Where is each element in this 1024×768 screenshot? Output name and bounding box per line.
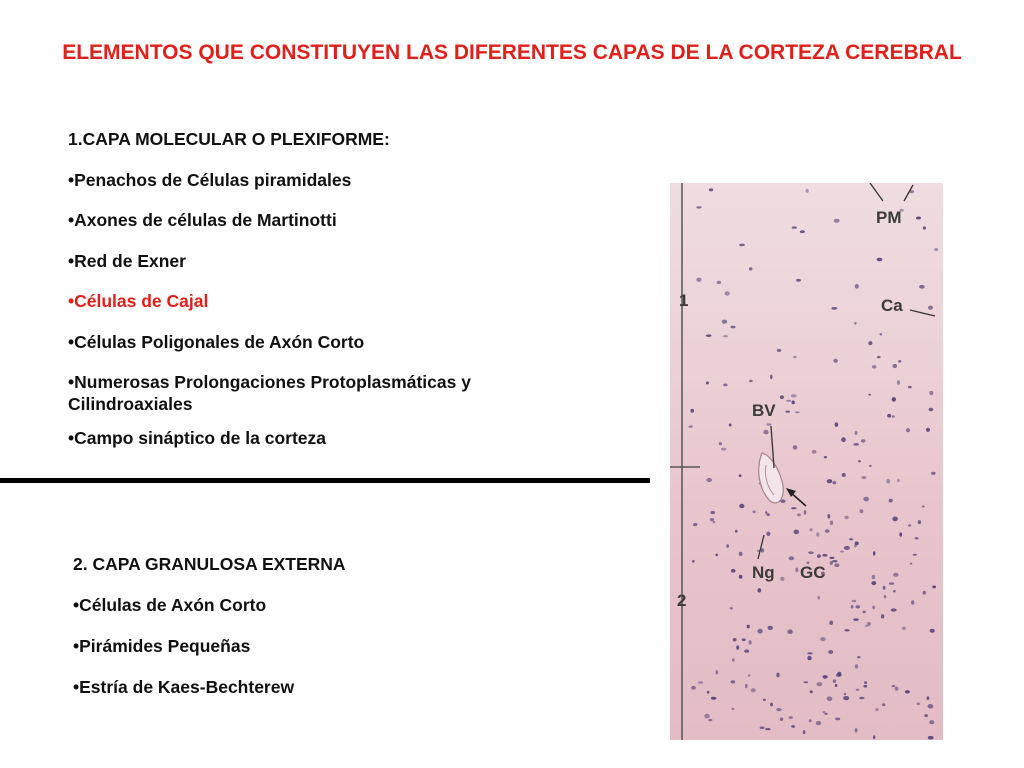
cell-nucleus [883, 586, 886, 590]
cell-nucleus [863, 497, 869, 502]
section-heading: 1.CAPA MOLECULAR O PLEXIFORME: [68, 129, 390, 149]
cell-nucleus [928, 306, 933, 310]
list-item: •Células Poligonales de Axón Corto [68, 331, 365, 352]
cell-nucleus [924, 714, 928, 717]
section-heading: 2. CAPA GRANULOSA EXTERNA [73, 554, 346, 574]
cell-nucleus [823, 711, 826, 713]
cell-nucleus [729, 424, 732, 427]
cell-nucleus [893, 590, 896, 592]
cell-nucleus [763, 699, 766, 701]
cell-nucleus [831, 307, 837, 310]
cortex-micrograph [670, 183, 943, 740]
label-layer-1: 1 [679, 291, 689, 310]
cell-nucleus [739, 575, 743, 579]
cell-nucleus [872, 365, 877, 368]
cell-nucleus [872, 575, 876, 579]
cell-nucleus [723, 335, 728, 337]
cell-nucleus [843, 696, 849, 700]
cell-nucleus [722, 320, 727, 324]
cell-nucleus [800, 230, 805, 233]
cell-nucleus [766, 532, 770, 536]
cell-nucleus [853, 443, 859, 446]
cell-nucleus [765, 511, 767, 514]
cell-nucleus [761, 548, 764, 552]
cell-nucleus [918, 520, 921, 524]
cell-nucleus [786, 400, 791, 402]
list-item: •Células de Axón Corto [73, 595, 267, 615]
cell-nucleus [929, 720, 934, 724]
cell-nucleus [713, 521, 716, 523]
cell-nucleus [837, 672, 841, 676]
cell-nucleus [749, 640, 752, 645]
cell-nucleus [767, 513, 770, 516]
cell-nucleus [851, 605, 854, 609]
cell-nucleus [691, 686, 696, 690]
cell-nucleus [709, 188, 713, 191]
cell-nucleus [859, 697, 864, 699]
cell-nucleus [840, 551, 844, 553]
cell-nucleus [862, 611, 866, 614]
cell-nucleus [816, 721, 821, 725]
cell-nucleus [730, 607, 733, 610]
cell-nucleus [871, 581, 876, 585]
list-item-highlighted: •Células de Cajal [68, 291, 209, 311]
cell-nucleus [710, 518, 714, 521]
cell-nucleus [808, 551, 814, 554]
list-item: •Pirámides Pequeñas [73, 636, 251, 656]
cell-nucleus [854, 322, 856, 325]
cell-nucleus [861, 476, 866, 479]
cell-nucleus [785, 411, 790, 413]
cell-nucleus [877, 258, 883, 262]
cell-nucleus [845, 516, 849, 520]
cell-nucleus [747, 625, 750, 629]
label-ng: Ng [752, 563, 775, 582]
cell-nucleus [855, 728, 858, 732]
cell-nucleus [725, 291, 730, 295]
label-bv: BV [752, 401, 776, 420]
cell-nucleus [736, 645, 739, 650]
cell-nucleus [693, 523, 697, 526]
cell-nucleus [856, 689, 860, 691]
cell-nucleus [892, 397, 896, 402]
cell-nucleus [708, 719, 712, 721]
cell-nucleus [852, 600, 857, 603]
cell-nucleus [770, 375, 772, 380]
cell-nucleus [886, 479, 890, 484]
cell-nucleus [696, 278, 701, 282]
cell-nucleus [833, 679, 836, 683]
cell-nucleus [721, 448, 727, 451]
cell-nucleus [855, 664, 858, 668]
cell-nucleus [895, 687, 899, 691]
cell-nucleus [828, 650, 833, 654]
cell-nucleus [834, 563, 839, 567]
cell-nucleus [915, 537, 919, 539]
cell-nucleus [707, 691, 709, 694]
cell-nucleus [817, 554, 821, 558]
cell-nucleus [849, 538, 853, 540]
cell-nucleus [865, 625, 869, 627]
cell-nucleus [884, 595, 887, 598]
cell-nucleus [823, 675, 828, 679]
cell-nucleus [892, 415, 895, 417]
section-capa-granulosa [73, 553, 573, 717]
cell-nucleus [780, 577, 784, 581]
pointer-line-pm [870, 183, 883, 201]
list-item: •Estría de Kaes-Bechterew [73, 677, 295, 697]
cell-nucleus [897, 479, 899, 483]
cell-nucleus [824, 456, 827, 458]
cell-nucleus [913, 554, 917, 556]
cell-nucleus [928, 704, 934, 709]
cell-nucleus [792, 401, 795, 405]
cell-nucleus [835, 684, 837, 687]
cell-nucleus [791, 394, 797, 397]
cell-nucleus [749, 267, 753, 270]
cell-nucleus [763, 430, 768, 435]
cell-nucleus [765, 728, 770, 730]
slide-title: ELEMENTOS QUE CONSTITUYEN LAS DIFERENTES CAPAS DE LA CORTEZA CEREBRAL [62, 41, 962, 64]
cell-nucleus [732, 658, 735, 661]
cell-nucleus [830, 521, 833, 526]
cell-nucleus [730, 326, 735, 329]
cell-nucleus [844, 629, 849, 631]
cell-nucleus [873, 551, 875, 555]
cell-nucleus [809, 719, 812, 722]
cell-nucleus [824, 713, 827, 715]
cell-nucleus [892, 517, 898, 522]
cell-nucleus [927, 696, 930, 700]
cell-nucleus [863, 685, 867, 688]
cell-nucleus [880, 333, 883, 335]
cell-nucleus [817, 596, 820, 599]
cell-nucleus [716, 670, 718, 675]
cell-nucleus [923, 226, 926, 229]
cell-nucleus [855, 284, 859, 289]
cell-nucleus [868, 394, 871, 396]
cell-nucleus [881, 614, 884, 618]
cell-nucleus [860, 509, 864, 513]
cell-nucleus [902, 627, 906, 630]
cell-nucleus [793, 445, 798, 449]
cell-nucleus [841, 437, 846, 442]
cell-nucleus [908, 386, 912, 388]
label-gc: GC [800, 563, 826, 582]
pointer-line-ng [758, 535, 764, 559]
cell-nucleus [930, 629, 935, 633]
cell-nucleus [742, 638, 746, 641]
cell-nucleus [908, 524, 911, 526]
cell-nucleus [706, 334, 712, 337]
cell-nucleus [857, 656, 860, 658]
label-layer-2: 2 [677, 591, 687, 610]
cell-nucleus [731, 708, 734, 710]
cell-nucleus [929, 408, 934, 411]
cell-nucleus [739, 244, 745, 247]
cell-nucleus [830, 557, 835, 559]
cell-nucleus [893, 573, 898, 577]
cell-nucleus [806, 189, 809, 193]
cell-nucleus [706, 382, 709, 385]
cell-nucleus [803, 730, 806, 734]
cell-nucleus [804, 510, 807, 515]
cell-nucleus [689, 426, 693, 428]
cell-nucleus [928, 736, 934, 740]
cell-nucleus [833, 359, 837, 363]
cell-nucleus [795, 568, 798, 573]
cell-nucleus [822, 554, 827, 557]
cell-nucleus [911, 600, 914, 605]
cell-nucleus [887, 414, 891, 418]
cell-nucleus [917, 703, 921, 706]
cell-nucleus [817, 682, 823, 686]
section-capa-molecular [68, 128, 588, 468]
cell-nucleus [711, 697, 717, 700]
cell-nucleus [780, 395, 784, 399]
cell-nucleus [835, 718, 840, 721]
cell-nucleus [897, 380, 900, 385]
cell-nuclei [689, 188, 939, 739]
list-item: •Penachos de Células piramidales [68, 169, 352, 190]
cell-nucleus [692, 560, 695, 563]
cell-nucleus [899, 532, 902, 536]
cell-nucleus [739, 552, 743, 556]
cell-nucleus [760, 727, 765, 730]
cell-nucleus [844, 546, 850, 550]
cell-nucleus [869, 465, 872, 467]
cell-nucleus [923, 591, 926, 595]
cell-nucleus [797, 514, 801, 517]
cell-nucleus [934, 248, 938, 251]
cell-nucleus [767, 423, 772, 425]
cell-nucleus [698, 681, 703, 683]
cell-nucleus [919, 285, 925, 289]
cell-nucleus [744, 650, 749, 653]
cell-nucleus [891, 608, 897, 611]
cell-nucleus [834, 219, 840, 223]
cell-nucleus [731, 680, 736, 683]
cell-nucleus [776, 708, 781, 711]
cell-nucleus [835, 422, 839, 427]
cell-nucleus [757, 588, 761, 593]
cell-nucleus [793, 356, 797, 358]
cell-nucleus [719, 442, 722, 445]
cell-nucleus [807, 652, 813, 654]
cell-nucleus [706, 478, 712, 482]
blood-vessel [759, 453, 784, 503]
cell-nucleus [770, 703, 773, 707]
micrograph-drawing [670, 183, 943, 740]
cell-nucleus [926, 428, 930, 432]
cell-nucleus [796, 279, 801, 282]
cell-nucleus [889, 582, 894, 584]
cell-nucleus [810, 690, 813, 693]
cell-nucleus [789, 556, 795, 560]
cell-nucleus [832, 560, 837, 562]
list-item: •Axones de células de Martinotti [68, 210, 337, 230]
cell-nucleus [853, 618, 859, 621]
cell-nucleus [795, 411, 799, 413]
cell-nucleus [810, 528, 813, 531]
cell-nucleus [892, 685, 896, 687]
cell-nucleus [905, 690, 910, 693]
section-divider [0, 478, 650, 483]
cell-nucleus [715, 554, 718, 557]
cell-nucleus [791, 725, 795, 727]
cell-nucleus [791, 507, 797, 509]
cell-nucleus [825, 529, 830, 533]
cell-nucleus [726, 544, 729, 548]
cell-nucleus [842, 473, 846, 477]
cell-nucleus [868, 341, 872, 345]
cell-nucleus [780, 718, 783, 721]
cell-nucleus [731, 569, 736, 573]
label-pm: PM [876, 208, 902, 227]
cell-nucleus [864, 681, 867, 684]
cell-nucleus [751, 688, 756, 692]
cell-nucleus [932, 586, 936, 589]
cell-nucleus [804, 681, 809, 683]
cell-nucleus [752, 511, 755, 513]
cell-nucleus [906, 428, 910, 432]
pointer-line-ca [910, 310, 935, 316]
cell-nucleus [931, 472, 936, 475]
cell-nucleus [789, 716, 793, 718]
label-ca: Ca [881, 296, 903, 315]
cell-nucleus [833, 481, 837, 484]
cell-nucleus [733, 638, 737, 641]
cell-nucleus [735, 530, 738, 533]
cell-nucleus [787, 629, 792, 634]
cell-nucleus [690, 409, 694, 413]
cell-nucleus [710, 511, 715, 514]
cell-nucleus [704, 714, 709, 719]
cell-nucleus [820, 637, 825, 641]
cell-nucleus [776, 673, 779, 678]
cell-nucleus [844, 693, 846, 696]
cell-nucleus [794, 530, 800, 535]
cell-nucleus [717, 281, 721, 284]
cell-nucleus [861, 439, 866, 443]
cell-nucleus [916, 217, 921, 220]
cell-nucleus [777, 349, 782, 352]
list-item: •Campo sináptico de la corteza [68, 428, 326, 448]
cell-nucleus [929, 391, 933, 395]
cell-nucleus [829, 621, 833, 625]
cell-nucleus [872, 606, 875, 610]
cell-nucleus [745, 684, 747, 689]
cell-nucleus [882, 703, 886, 706]
cell-nucleus [877, 356, 881, 358]
cell-nucleus [723, 384, 727, 387]
cell-nucleus [768, 626, 773, 630]
cell-nucleus [749, 380, 753, 382]
cell-nucleus [875, 708, 878, 711]
cell-nucleus [855, 605, 860, 608]
cell-nucleus [855, 431, 858, 435]
cell-nucleus [893, 364, 898, 368]
cell-nucleus [898, 360, 901, 363]
cell-nucleus [739, 474, 742, 477]
list-item: •Red de Exner [68, 250, 186, 271]
cell-nucleus [854, 545, 857, 548]
cell-nucleus [739, 504, 744, 508]
cell-nucleus [858, 460, 861, 462]
cell-nucleus [696, 206, 701, 208]
cell-nucleus [827, 696, 833, 701]
cell-nucleus [827, 514, 830, 519]
cell-nucleus [922, 506, 925, 508]
cell-nucleus [873, 735, 875, 739]
cell-nucleus [910, 563, 912, 565]
cell-nucleus [792, 226, 797, 228]
list-item: •Numerosas Prolongaciones Protoplasmáticas y Cilindroaxiales [68, 372, 471, 414]
cell-nucleus [816, 532, 819, 536]
cell-nucleus [807, 656, 811, 660]
cell-nucleus [889, 499, 893, 503]
cell-nucleus [812, 450, 817, 454]
cell-nucleus [827, 479, 833, 483]
cell-nucleus [758, 629, 763, 634]
cell-nucleus [748, 674, 751, 676]
